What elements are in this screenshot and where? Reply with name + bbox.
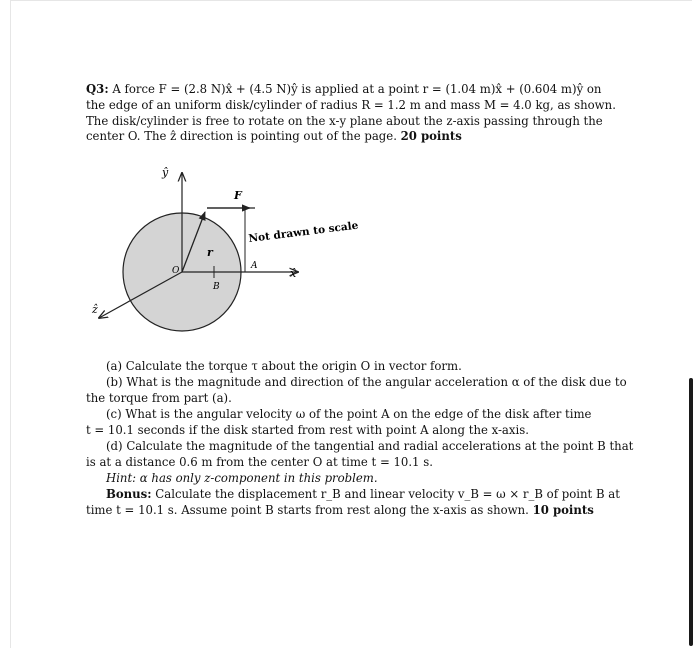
- scale-note: Not drawn to scale: [247, 219, 359, 245]
- point-B-label: B: [213, 282, 220, 292]
- intro-line-1: Q3: A force F = (2.8 N)x̂ + (4.5 N)ŷ is applied at a point r = (1.04 m)x̂ + (0.604 m)ŷ on: [86, 82, 602, 96]
- hint: Hint: α has only z-component in this problem.: [106, 471, 378, 485]
- y-axis-label: ŷ: [162, 166, 169, 179]
- question-b-line-1: (b) What is the magnitude and direction of the angular acceleration α of the disk due to: [106, 375, 627, 389]
- point-A-label: A: [251, 261, 258, 271]
- question-number: Q3:: [86, 82, 109, 96]
- intro-line-3: The disk/cylinder is free to rotate on the x-y plane about the z-axis passing through the: [86, 113, 603, 128]
- z-axis-label: ẑ: [92, 303, 98, 316]
- force-label: F: [234, 189, 242, 202]
- bonus-line-2: time t = 10.1 s. Assume point B starts from rest along the x-axis as shown. 10 points: [86, 503, 594, 517]
- r-label: r: [207, 246, 213, 259]
- question-b-line-2: the torque from part (a).: [86, 391, 232, 405]
- origin-label: O: [172, 266, 180, 276]
- question-d-line-1: (d) Calculate the magnitude of the tangential and radial accelerations at the point B that: [106, 439, 634, 453]
- intro-line-4: center O. The ẑ direction is pointing out of the page. 20 points: [86, 129, 462, 144]
- x-axis-label: x̂: [290, 267, 297, 280]
- question-a: (a) Calculate the torque τ about the origin O in vector form.: [106, 359, 462, 373]
- bonus-label: Bonus:: [106, 487, 152, 501]
- bonus-points: 10 points: [532, 503, 594, 517]
- bonus-line-1: Bonus: Calculate the displacement r_B and linear velocity v_B = ω × r_B of point B at: [106, 487, 620, 501]
- question-d-line-2: is at a distance 0.6 m from the center O at time t = 10.1 s.: [86, 455, 433, 469]
- points-label: 20 points: [400, 129, 462, 144]
- question-c-line-2: t = 10.1 seconds if the disk started from rest with point A along the x-axis.: [86, 423, 529, 437]
- intro-line-2: the edge of an uniform disk/cylinder of radius R = 1.2 m and mass M = 4.0 kg, as shown.: [86, 97, 616, 112]
- questions: [86, 358, 634, 518]
- question-c-line-1: (c) What is the angular velocity ω of the point A on the edge of the disk after time: [106, 407, 592, 421]
